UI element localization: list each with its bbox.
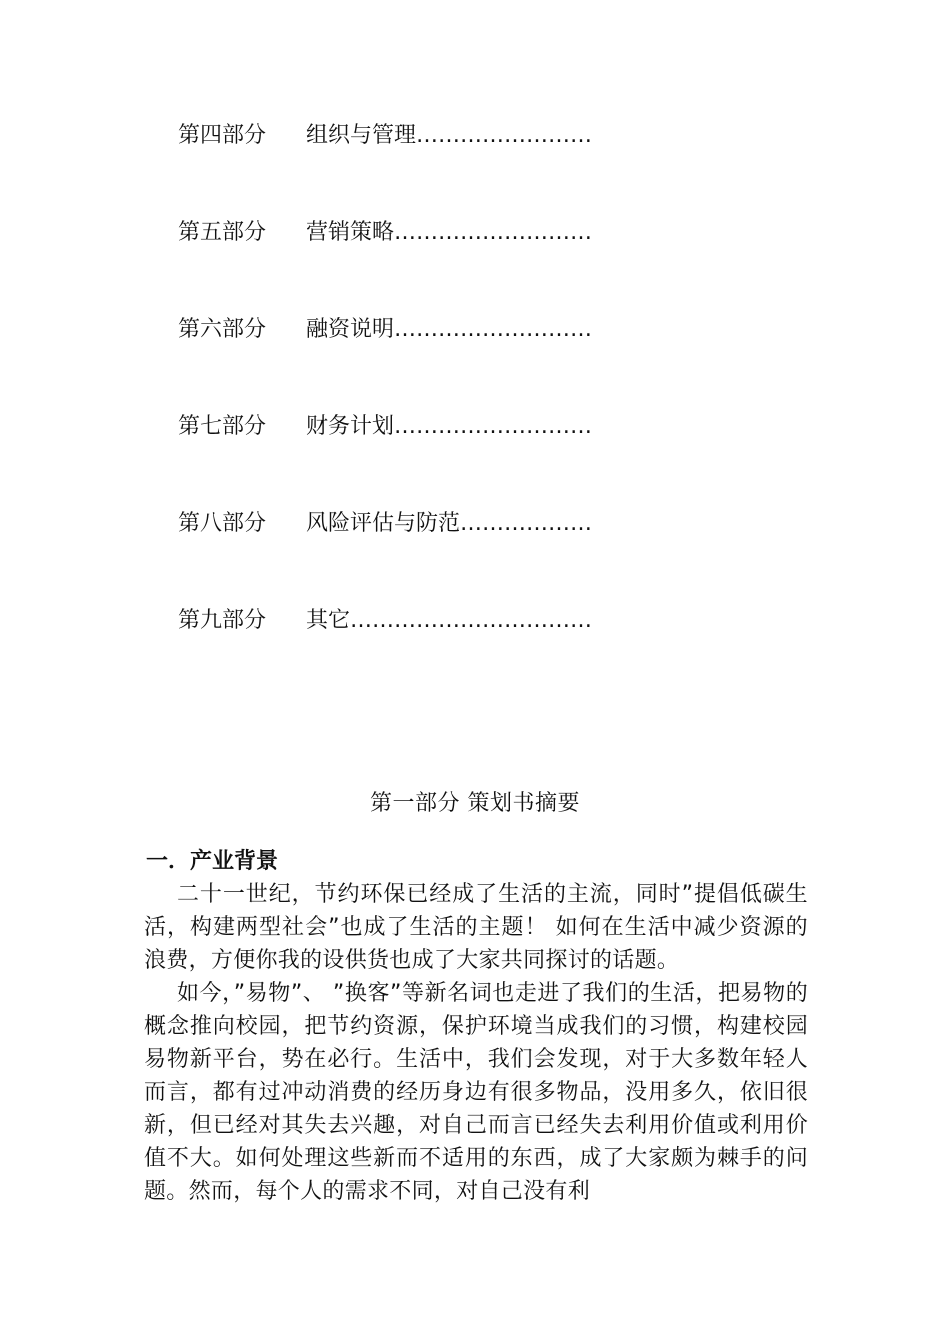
toc-title: 组织与管理…………………… bbox=[306, 123, 593, 148]
paragraph: 如今，”易物”、 ”换客”等新名词也走进了我们的生活，把易物的概念推向校园，把节约资源，保护环境当成我们的习惯，构建校园易物新平台，势在必行。生活中，我们会发现，对于大多数年轻人而言，都有过冲动消费的经历身边有很多物品，没用多久，依旧很新，但已经对其失去兴趣，对自己而言已经失去利用价值或利用价值不大。如何处理这些新而不适用的东西，成了大家颇为棘手的问题。然而，每个人的需求不同，对自己没有利 bbox=[144, 981, 808, 1204]
subsection-heading: 一．产业背景 bbox=[146, 849, 279, 874]
toc-entry[interactable] bbox=[178, 605, 592, 637]
toc-part-label: 第四部分 bbox=[178, 123, 267, 148]
toc-part-label: 第八部分 bbox=[178, 511, 267, 536]
toc-entry[interactable] bbox=[178, 217, 592, 249]
toc-entry[interactable] bbox=[178, 314, 592, 346]
paragraph: 二十一世纪，节约环保已经成了生活的主流，同时”提倡低碳生活，构建两型社会”也成了生活的主题！ 如何在生活中减少资源的浪费，方便你我的设供货也成了大家共同探讨的话题。 bbox=[144, 882, 808, 973]
toc-part-label: 第六部分 bbox=[178, 317, 267, 342]
toc-entry[interactable] bbox=[178, 120, 592, 152]
toc-entry[interactable] bbox=[178, 411, 592, 443]
toc-title: 财务计划……………………… bbox=[306, 414, 593, 439]
toc-title: 其它…………………………… bbox=[306, 608, 593, 633]
toc-part-label: 第七部分 bbox=[178, 414, 267, 439]
toc-entry[interactable] bbox=[178, 508, 592, 540]
body-text bbox=[144, 878, 808, 1208]
toc-title: 融资说明……………………… bbox=[306, 317, 593, 342]
toc-part-label: 第五部分 bbox=[178, 220, 267, 245]
toc-part-label: 第九部分 bbox=[178, 608, 267, 633]
toc-title: 风险评估与防范……………… bbox=[306, 511, 593, 536]
toc-title: 营销策略……………………… bbox=[306, 220, 593, 245]
section-heading: 第一部分 策划书摘要 bbox=[370, 791, 580, 816]
